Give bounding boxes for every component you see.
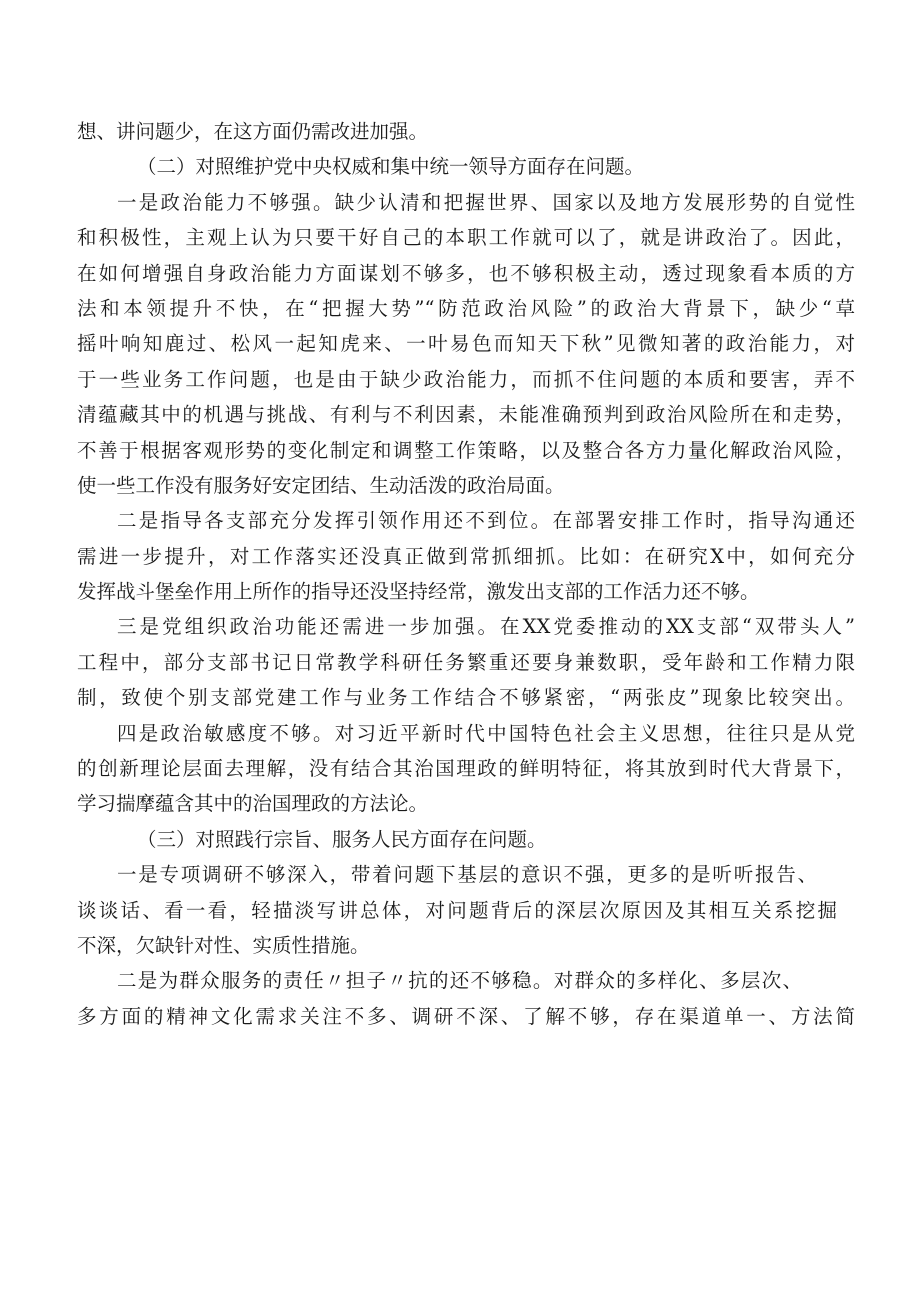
text-line: 发挥战斗堡垒作用上所作的指导还没坚持经常，激发出支部的工作活力还不够。 <box>77 580 760 604</box>
text-line: 学习揣摩蕴含其中的治国理政的方法论。 <box>77 792 429 816</box>
text-line: 想、讲问题少，在这方面仍需改进加强。 <box>77 120 429 143</box>
text-line: 多方面的精神文化需求关注不多、调研不深、了解不够，存在渠道单一、方法简 <box>77 1004 855 1028</box>
text-line: 不善于根据客观形势的变化制定和调整工作策略，以及整合各方力量化解政治风险， <box>77 438 855 462</box>
text-line: 使一些工作没有服务好安定团结、生动活泼的政治局面。 <box>77 473 565 497</box>
text-line: 在如何增强自身政治能力方面谋划不够多，也不够积极主动，透过现象看本质的方 <box>77 261 855 285</box>
text-line: 和积极性，主观上认为只要干好自己的本职工作就可以了，就是讲政治了。因此， <box>77 226 855 250</box>
text-line: 工程中，部分支部书记日常教学科研任务繁重还要身兼数职，受年龄和工作精力限 <box>77 650 855 674</box>
text-line: 摇叶响知鹿过、松风一起知虎来、一叶易色而知天下秋”见微知著的政治能力，对 <box>77 332 855 356</box>
document-body <box>77 114 855 1034</box>
section-heading: （二）对照维护党中央权威和集中统一领导方面存在问题。 <box>137 155 645 179</box>
text-line: 一是专项调研不够深入，带着问题下基层的意识不强，更多的是听听报告、 <box>117 863 817 887</box>
text-line: 的创新理论层面去理解，没有结合其治国理政的鲜明特征，将其放到时代大背景下， <box>77 757 855 781</box>
text-line: 法和本领提升不快，在“把握大势”“防范政治风险”的政治大背景下，缺少“草 <box>77 296 855 320</box>
text-line: 二是指导各支部充分发挥引领作用还不到位。在部署安排工作时，指导沟通还 <box>117 509 855 533</box>
text-line: 不深，欠缺针对性、实质性措施。 <box>77 933 370 957</box>
text-line: 需进一步提升，对工作落实还没真正做到常抓细抓。比如：在研究X中，如何充分 <box>77 544 855 568</box>
text-line: 谈谈话、看一看，轻描淡写讲总体，对问题背后的深层次原因及其相互关系挖掘 <box>77 898 837 922</box>
text-line: 清蕴藏其中的机遇与挑战、有利与不利因素，未能准确预判到政治风险所在和走势， <box>77 403 855 427</box>
section-heading: （三）对照践行宗旨、服务人民方面存在问题。 <box>137 827 547 851</box>
text-line: 一是政治能力不够强。缺少认清和把握世界、国家以及地方发展形势的自觉性 <box>117 190 855 214</box>
text-line: 三是党组织政治功能还需进一步加强。在XX党委推动的XX支部“双带头人” <box>117 615 855 639</box>
text-line: 制，致使个别支部党建工作与业务工作结合不够紧密，“两张皮”现象比较突出。 <box>77 686 855 710</box>
text-line: 四是政治敏感度不够。对习近平新时代中国特色社会主义思想，往往只是从党 <box>117 721 855 745</box>
text-line: 于一些业务工作问题，也是由于缺少政治能力，而抓不住问题的本质和要害，弄不 <box>77 367 855 391</box>
text-line: 二是为群众服务的责任〃担子〃抗的还不够稳。对群众的多样化、多层次、 <box>117 969 802 993</box>
